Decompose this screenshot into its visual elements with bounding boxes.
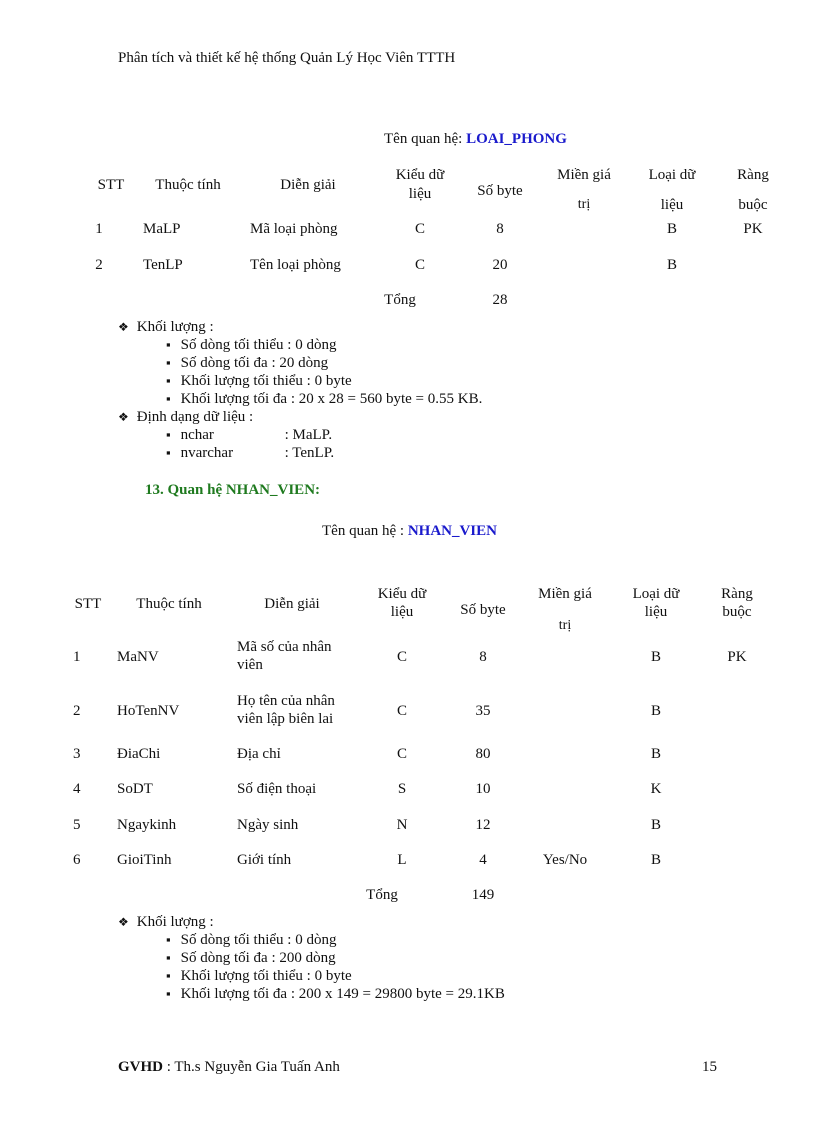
- cell-stt: 4: [73, 781, 81, 797]
- header-type-line1: Kiểu dữ: [395, 167, 445, 183]
- header-domain-line2: trị: [577, 197, 591, 212]
- cell-attribute: GioiTinh: [117, 852, 172, 868]
- cell-description: Mã loại phòng: [250, 221, 338, 237]
- cell-description: Giới tính: [237, 852, 292, 868]
- cell-stt: 3: [73, 746, 81, 762]
- total-label: Tổng: [366, 887, 398, 903]
- cell-description-line1: Họ tên của nhân: [237, 693, 335, 709]
- cell-stt: 5: [73, 817, 81, 833]
- cell-type: L: [397, 852, 407, 868]
- cell-constraint: PK: [727, 649, 747, 665]
- relation-name: LOAI_PHONG: [466, 131, 567, 147]
- cell-kind: B: [650, 852, 661, 868]
- cell-type: S: [397, 781, 407, 797]
- format-type: nchar: [180, 427, 214, 443]
- cell-stt: 6: [73, 852, 81, 868]
- total-value: 149: [471, 887, 495, 903]
- list-item: [166, 426, 482, 444]
- cell-kind: K: [650, 781, 662, 797]
- list-item: [166, 444, 482, 462]
- list-item: ▪ Số dòng tối đa : 200 dòng: [166, 949, 505, 967]
- header-attribute: Thuộc tính: [155, 177, 221, 193]
- footer-label: GVHD: [118, 1059, 163, 1075]
- caption-prefix: Tên quan hệ:: [384, 131, 467, 147]
- cell-kind: B: [650, 817, 661, 833]
- format-value: : MaLP.: [284, 427, 333, 443]
- header-constraint-line2: buộc: [722, 604, 752, 620]
- cell-bytes: 10: [475, 781, 491, 797]
- cell-kind: B: [650, 649, 661, 665]
- list-item: ▪ Số dòng tối thiểu : 0 dòng: [166, 931, 505, 949]
- cell-kind: B: [650, 746, 661, 762]
- header-constraint-line1: Ràng: [721, 586, 753, 602]
- header-stt: STT: [74, 596, 102, 612]
- header-type-line2: liệu: [390, 604, 414, 620]
- header-kind-line1: Loại dữ: [632, 586, 680, 602]
- list-item: ▪ Khối lượng tối thiểu : 0 byte: [166, 967, 505, 985]
- cell-attribute: TenLP: [143, 257, 183, 273]
- cell-bytes: 80: [475, 746, 491, 762]
- cell-attribute: Ngaykinh: [117, 817, 177, 833]
- volume-title: ❖ Khối lượng :: [118, 913, 505, 931]
- format-type: nvarchar: [180, 445, 234, 461]
- notes-loai-phong: [118, 318, 482, 462]
- format-value: : TenLP.: [284, 445, 335, 461]
- cell-description: Tên loại phòng: [250, 257, 341, 273]
- format-title: ❖ Định dạng dữ liệu :: [118, 408, 482, 426]
- page-header: Phân tích và thiết kế hệ thống Quản Lý Học Viên TTTH: [118, 50, 456, 66]
- cell-bytes: 8: [496, 221, 504, 237]
- header-bytes: Số byte: [477, 183, 523, 199]
- cell-constraint: PK: [743, 221, 763, 237]
- cell-bytes: 20: [492, 257, 508, 273]
- cell-attribute: MaNV: [117, 649, 159, 665]
- cell-description-line2: viên lập biên lai: [237, 711, 334, 727]
- notes-nhan-vien: [118, 913, 505, 1003]
- cell-description: Ngày sinh: [237, 817, 299, 833]
- cell-attribute: ĐiaChi: [117, 746, 161, 762]
- cell-type: C: [396, 746, 407, 762]
- header-constraint-line1: Ràng: [737, 167, 769, 183]
- cell-description: Số điện thoại: [237, 781, 317, 797]
- header-domain-line1: Miền giá: [557, 167, 611, 183]
- header-attribute: Thuộc tính: [136, 596, 202, 612]
- cell-attribute: SoDT: [117, 781, 153, 797]
- page-number: 15: [702, 1059, 717, 1075]
- cell-stt: 2: [95, 257, 103, 273]
- list-item: ▪ Khối lượng tối thiểu : 0 byte: [166, 372, 482, 390]
- total-label: Tổng: [384, 292, 416, 308]
- cell-type: N: [396, 817, 408, 833]
- total-value: 28: [492, 292, 508, 308]
- header-description: Diễn giải: [280, 177, 336, 193]
- cell-description: Địa chỉ: [237, 746, 281, 762]
- volume-title: ❖ Khối lượng :: [118, 318, 482, 336]
- cell-bytes: 12: [475, 817, 491, 833]
- header-stt: STT: [97, 177, 125, 193]
- cell-type: C: [396, 703, 407, 719]
- cell-stt: 1: [95, 221, 103, 237]
- cell-bytes: 35: [475, 703, 491, 719]
- list-item: ▪ Số dòng tối thiểu : 0 dòng: [166, 336, 482, 354]
- section-title: 13. Quan hệ NHAN_VIEN:: [145, 482, 321, 498]
- cell-kind: B: [666, 221, 677, 237]
- cell-description-line2: viên: [237, 657, 263, 673]
- list-item: ▪ Số dòng tối đa : 20 dòng: [166, 354, 482, 372]
- cell-stt: 1: [73, 649, 81, 665]
- cell-attribute: HoTenNV: [117, 703, 180, 719]
- list-item: ▪ Khối lượng tối đa : 20 x 28 = 560 byte = 0.55 KB.: [166, 390, 482, 408]
- relation-name: NHAN_VIEN: [407, 523, 497, 539]
- footer-supervisor: [118, 1059, 340, 1076]
- cell-bytes: 4: [479, 852, 487, 868]
- table-caption-loai-phong: [384, 131, 567, 148]
- header-type-line1: Kiểu dữ: [377, 586, 427, 602]
- cell-domain: Yes/No: [542, 852, 588, 868]
- header-description: Diễn giải: [264, 596, 320, 612]
- cell-description-line1: Mã số của nhân: [237, 639, 332, 655]
- cell-bytes: 8: [479, 649, 487, 665]
- cell-kind: B: [650, 703, 661, 719]
- cell-stt: 2: [73, 703, 81, 719]
- header-kind-line1: Loại dữ: [648, 167, 696, 183]
- cell-type: C: [414, 221, 425, 237]
- header-type-line2: liệu: [408, 186, 432, 202]
- cell-type: C: [414, 257, 425, 273]
- cell-attribute: MaLP: [143, 221, 181, 237]
- header-domain-line1: Miền giá: [538, 586, 592, 602]
- cell-type: C: [396, 649, 407, 665]
- caption-prefix: Tên quan hệ :: [322, 523, 408, 539]
- header-bytes: Số byte: [460, 602, 506, 618]
- list-item: ▪ Khối lượng tối đa : 200 x 149 = 29800 byte = 29.1KB: [166, 985, 505, 1003]
- cell-kind: B: [666, 257, 677, 273]
- header-kind-line2: liệu: [660, 197, 684, 213]
- table-caption-nhan-vien: [322, 523, 497, 540]
- footer-text: : Th.s Nguyễn Gia Tuấn Anh: [163, 1059, 340, 1075]
- header-constraint-line2: buộc: [738, 197, 768, 213]
- header-domain-line2: trị: [558, 618, 572, 633]
- header-kind-line2: liệu: [644, 604, 668, 620]
